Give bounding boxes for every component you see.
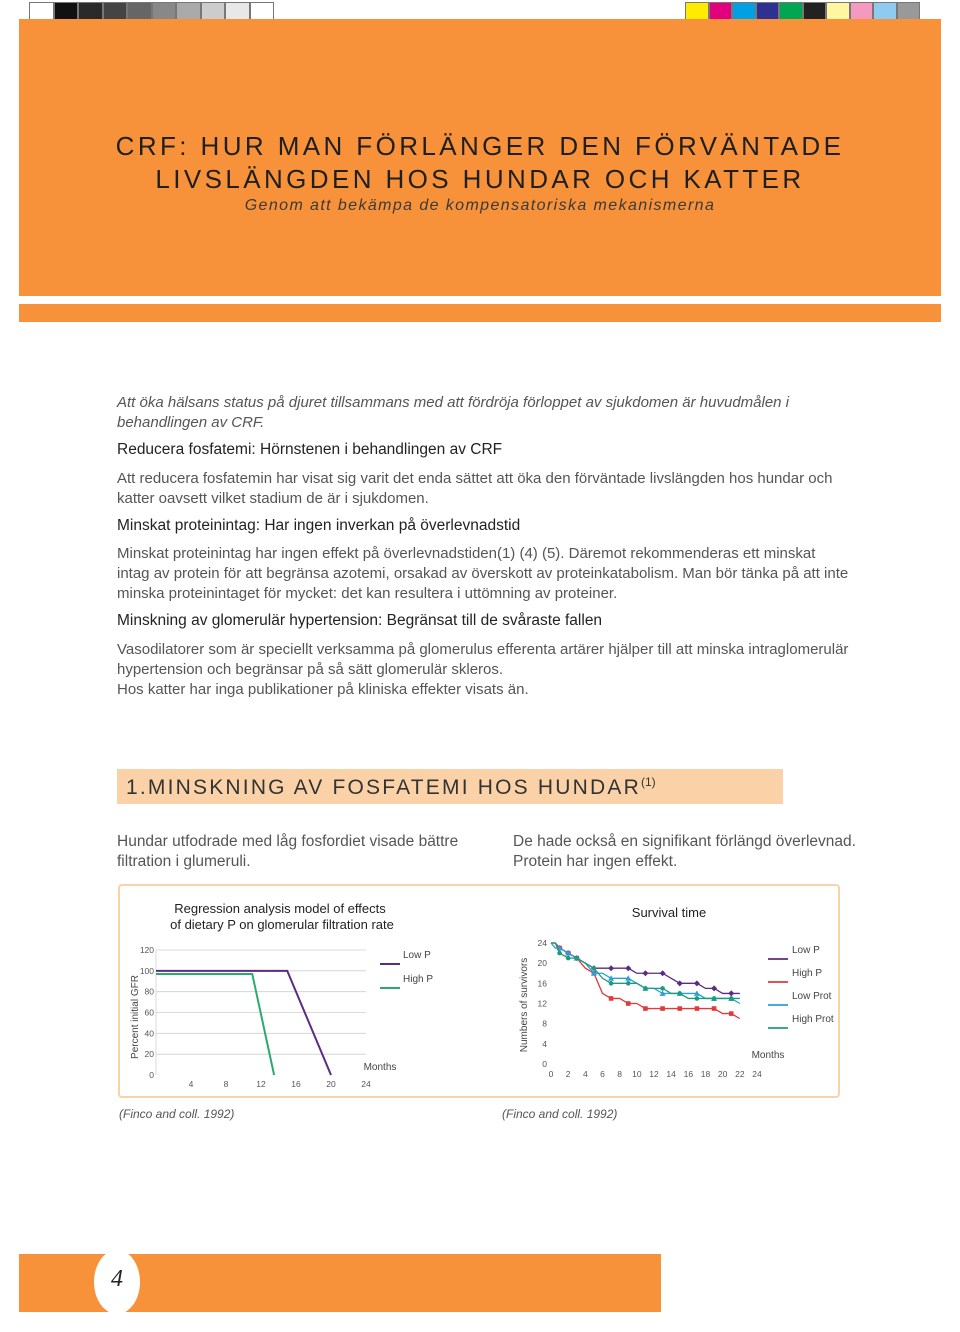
chart2-point-high-prot <box>566 956 571 961</box>
chart2-title: Survival time <box>631 905 707 920</box>
page-subtitle: Genom att bekämpa de kompensatoriska mekanismerna <box>244 197 716 214</box>
chart2-point-high-p <box>729 1011 734 1016</box>
chart2-x-tick-label: 4 <box>582 1069 588 1079</box>
chart2-x-tick-label: 20 <box>717 1069 728 1079</box>
section-text-protein: Minskat proteinintag har ingen effekt på överlevnadstiden(1) (4) (5). Däremot rekommenderas ett minskat intag av protein för att begränsa azotemi, orsakad av överskott av proteinkatabolism. Man bör tänka på att inte minska proteinintaget för mycket: det kan resultera i uttömning av proteiner. <box>117 545 849 602</box>
chart2-legend-label: Low P <box>792 945 820 956</box>
figure-section-title-text: 1.MINSKNING AV FOSFATEMI HOS HUNDAR <box>126 776 641 799</box>
chart1-x-tick-label: 12 <box>256 1079 266 1089</box>
chart2-point-high-p <box>677 1006 682 1011</box>
chart1-y-tick-label: 40 <box>144 1028 154 1039</box>
chart2-legend-label: High Prot <box>792 1014 834 1025</box>
chart1-y-tick-label: 0 <box>149 1070 154 1080</box>
chart2-point-low-p <box>711 985 717 991</box>
section-heading-phosphate: Reducera fosfatemi: Hörnstenen i behandlingen av CRF <box>117 441 503 458</box>
chart2-x-tick-label: 10 <box>632 1069 642 1079</box>
chart2-y-tick-label: 0 <box>542 1059 547 1069</box>
section-text-hypertension: Vasodilatorer som är speciellt verksamma på glomerulus efferenta artärer hjälper till att minska intraglomerulär hypertension och begränsar på så sätt glomerulär skleros. <box>117 641 849 678</box>
chart2-x-axis-label: Months <box>751 1050 785 1061</box>
chart2-legend-label: Low Prot <box>792 991 832 1002</box>
chart1-x-tick-label: 8 <box>223 1079 229 1089</box>
chart2-x-tick-label: 22 <box>735 1069 745 1079</box>
chart2-point-low-p <box>625 965 631 971</box>
chart2-point-low-p <box>677 980 683 986</box>
chart2-point-high-prot <box>695 996 700 1001</box>
chart2-point-high-p <box>660 1006 665 1011</box>
left-column-text: Hundar utfodrade med låg fosfordiet visade bättre filtration i glumeruli. <box>117 833 459 870</box>
chart2-point-high-p <box>609 996 614 1001</box>
chart1-y-tick-label: 60 <box>144 1007 154 1018</box>
chart2-point-high-p <box>712 1006 717 1011</box>
chart2-legend-label: High P <box>792 968 823 979</box>
left-chart-citation: (Finco and coll. 1992) <box>119 1107 235 1121</box>
chart2-point-high-p <box>626 1001 631 1006</box>
chart2-y-tick-label: 4 <box>542 1038 547 1049</box>
chart2-y-tick-label: 8 <box>542 1018 547 1029</box>
chart2-point-high-prot <box>609 981 614 986</box>
chart2-y-tick-label: 16 <box>537 978 547 989</box>
chart1-y-axis-label: Percent initial GFR <box>130 975 141 1059</box>
chart1-legend-label: High P <box>403 974 434 985</box>
chart2-x-tick-label: 6 <box>600 1069 605 1079</box>
chart2-x-tick-label: 14 <box>666 1069 676 1079</box>
page-title-line-2: LIVSLÄNGDEN HOS HUNDAR OCH KATTER <box>155 164 805 194</box>
chart2-x-tick-label: 2 <box>565 1069 571 1079</box>
chart2-point-high-prot <box>574 956 579 961</box>
chart2-x-tick-label: 0 <box>548 1069 554 1079</box>
chart2-y-tick-label: 24 <box>537 938 547 948</box>
chart2-y-axis-label: Numbers of survivors <box>519 957 530 1053</box>
chart1-series-line-low-p <box>156 971 331 1075</box>
chart2-point-low-p <box>608 965 614 971</box>
section-text-cats: Hos katter har inga publikationer på kliniska effekter visats än. <box>117 681 529 698</box>
chart2-point-low-p <box>642 970 648 976</box>
chart2-point-low-p <box>694 980 700 986</box>
chart2-point-high-prot <box>643 986 648 991</box>
right-chart-citation: (Finco and coll. 1992) <box>502 1107 618 1121</box>
chart2-point-high-prot <box>557 951 562 956</box>
chart2-point-high-prot <box>626 981 631 986</box>
chart1-x-tick-label: 20 <box>326 1079 336 1089</box>
figure-section-title-ref: (1) <box>640 775 656 789</box>
page-number: 4 <box>111 1266 123 1292</box>
page-title-line-1: CRF: HUR MAN FÖRLÄNGER DEN FÖRVÄNTADE <box>115 131 845 161</box>
right-column-text: De hade också en signifikant förlängd överlevnad. Protein har ingen effekt. <box>513 833 856 870</box>
chart2-y-tick-label: 20 <box>537 958 547 969</box>
chart1-y-tick-label: 20 <box>144 1049 154 1060</box>
chart2-y-tick-label: 12 <box>537 998 547 1009</box>
chart1-x-axis-label: Months <box>363 1062 397 1073</box>
chart1-y-tick-label: 100 <box>139 965 154 976</box>
chart1-title-line2: of dietary P on glomerular filtration rate <box>170 917 394 932</box>
chart1-x-tick-label: 4 <box>188 1079 194 1089</box>
chart2-point-high-prot <box>592 966 597 971</box>
chart1-title-line1: Regression analysis model of effects <box>174 901 386 916</box>
chart1-y-tick-label: 120 <box>139 945 154 955</box>
chart2-point-low-p <box>660 970 666 976</box>
section-text-phosphate: Att reducera fosfatemin har visat sig varit det enda sättet att öka den förväntade livslängden hos hundar och katter oavsett vilket stadium de är i sjukdomen. <box>117 470 833 507</box>
chart2-x-tick-label: 12 <box>649 1069 659 1079</box>
chart2-x-tick-label: 8 <box>617 1069 623 1079</box>
chart1-series-line-high-p <box>156 974 274 1075</box>
chart2-point-high-prot <box>712 996 717 1001</box>
chart2-point-high-prot <box>660 986 665 991</box>
chart1-x-tick-label: 24 <box>361 1079 371 1089</box>
chart1-x-tick-label: 16 <box>291 1079 301 1089</box>
chart1-y-tick-label: 80 <box>144 986 154 997</box>
section-heading-hypertension: Minskning av glomerulär hypertension: Begränsat till de svåraste fallen <box>117 612 603 629</box>
section-heading-protein: Minskat proteinintag: Har ingen inverkan på överlevnadstid <box>117 517 521 534</box>
chart2-x-tick-label: 24 <box>752 1069 762 1079</box>
chart2-point-high-p <box>695 1006 700 1011</box>
chart2-x-tick-label: 16 <box>683 1069 694 1079</box>
chart2-point-high-prot <box>677 991 682 996</box>
chart2-x-tick-label: 18 <box>700 1069 711 1079</box>
intro-text: Att öka hälsans status på djuret tillsammans med att fördröja förloppet av sjukdomen är huvudmålen i behandlingen av CRF. <box>117 394 790 431</box>
chart1-legend-label: Low P <box>403 950 431 961</box>
chart2-point-high-p <box>643 1006 648 1011</box>
chart2-point-high-prot <box>729 996 734 1001</box>
